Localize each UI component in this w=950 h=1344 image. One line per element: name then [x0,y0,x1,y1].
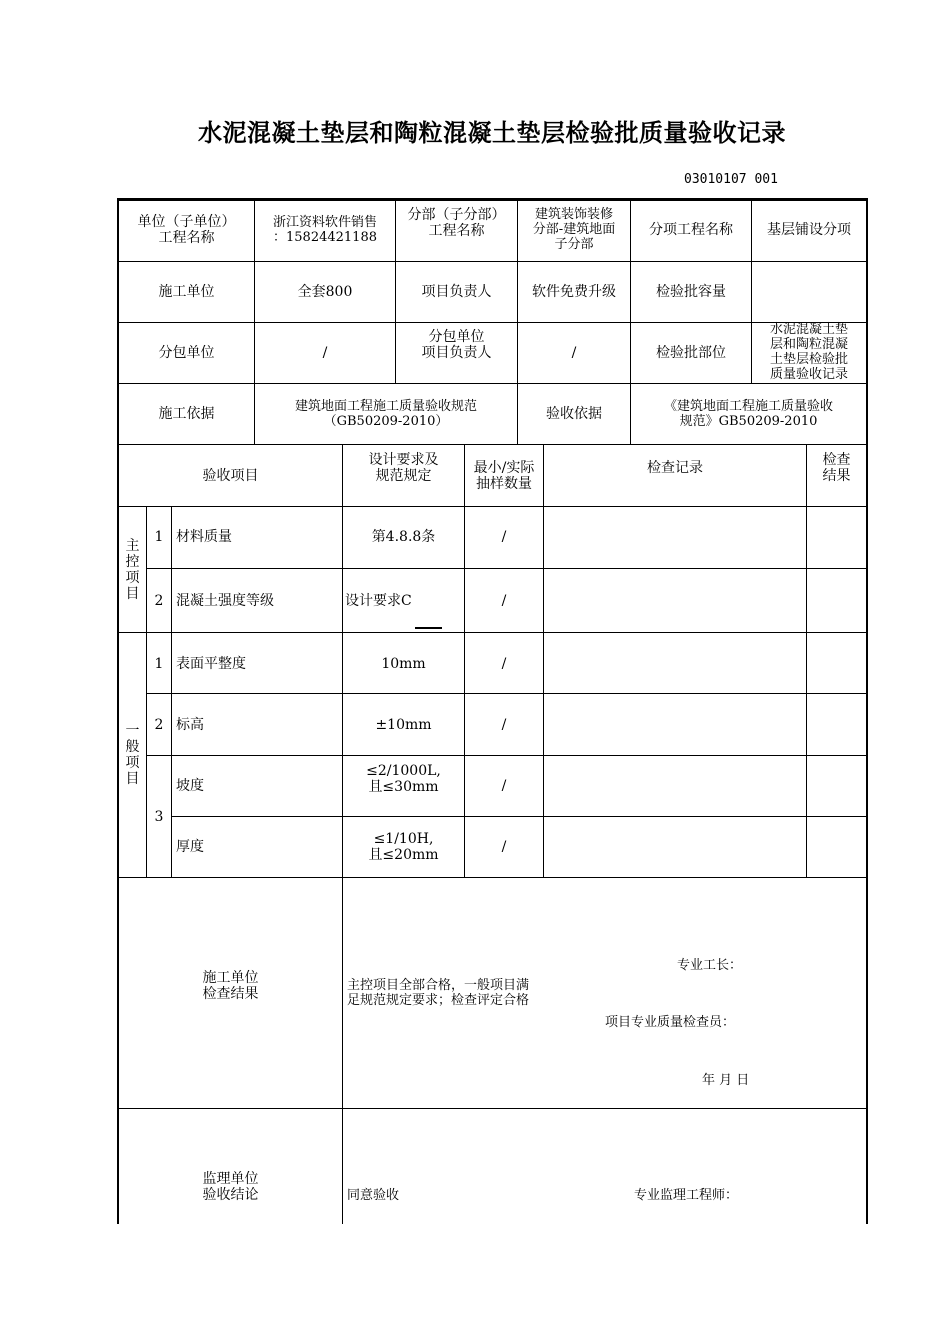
construction-basis-label: 施工依据 [158,406,215,422]
strength-blank-underline [415,627,442,629]
general-row-2-name: 标高 [176,717,204,733]
unit-name-value: 浙江资料软件销售 ：15824421188 [272,215,377,245]
main-row-2-no: 2 [154,593,164,609]
column-sample: 最小/实际 抽样数量 [473,460,535,492]
main-row-1-sample: / [501,529,507,545]
supervisor-conclusion: 同意验收 [347,1188,400,1203]
general-row-3-sample: / [501,778,507,794]
general-row-1-name: 表面平整度 [176,656,246,672]
supervising-engineer-signature: 专业监理工程师： [634,1188,739,1203]
foreman-signature: 专业工长： [677,958,743,973]
general-row-3-design: ≤2/1000L, 且≤30mm [366,763,441,795]
main-row-2-name: 混凝土强度等级 [176,593,274,609]
main-row-2-sample: / [501,593,507,609]
division-name-label: 分部（子分部） 工程名称 [407,207,506,239]
contractor-value: 全套800 [297,284,353,300]
main-row-1-no: 1 [154,529,164,545]
general-items-label: 一 般 项 目 [125,723,140,787]
contractor-check-label: 施工单位 检查结果 [202,970,259,1002]
general-row-1-design: 10mm [381,656,426,672]
subcontractor-label: 分包单位 [158,345,215,361]
batch-part-value: 水泥混凝土垫 层和陶粒混凝 土垫层检验批 质量验收记录 [769,322,848,382]
sub-manager-value: / [571,345,577,361]
column-result: 检查 结果 [822,452,851,484]
column-item: 验收项目 [202,468,259,484]
unit-name-label: 单位（子单位） 工程名称 [137,214,236,246]
general-row-4-design: ≤1/10H, 且≤20mm [368,831,439,863]
sub-manager-label: 分包单位 项目负责人 [421,329,492,361]
general-row-2-sample: / [501,717,507,733]
general-row-4-sample: / [501,839,507,855]
manager-label: 项目负责人 [421,284,492,300]
record-code: 03010107 001 [684,172,778,187]
main-row-2-design: 设计要求C [345,593,412,609]
quality-inspector-signature: 项目专业质量检查员： [605,1015,736,1030]
general-row-2-design: ±10mm [375,717,432,733]
subcontractor-value: / [322,345,328,361]
acceptance-basis-label: 验收依据 [546,406,602,422]
contractor-label: 施工单位 [158,284,215,300]
construction-basis-value: 建筑地面工程施工质量验收规范 （GB50209-2010） [294,399,477,429]
manager-value: 软件免费升级 [532,284,616,300]
column-record: 检查记录 [647,460,703,476]
contractor-check-text: 主控项目全部合格，一般项目满 足规范规定要求；检查评定合格 [347,978,530,1008]
contractor-date: 年 月 日 [702,1073,750,1088]
main-row-1-design: 第4.8.8条 [371,529,436,545]
subitem-name-value: 基层铺设分项 [767,222,851,238]
general-row-1-sample: / [501,656,507,672]
page-title: 水泥混凝土垫层和陶粒混凝土垫层检验批质量验收记录 [198,119,786,147]
general-row-3-no: 3 [154,809,164,825]
subitem-name-label: 分项工程名称 [649,222,733,238]
general-row-1-no: 1 [154,656,164,672]
capacity-label: 检验批容量 [656,284,726,300]
general-row-3-name: 坡度 [176,778,204,794]
general-row-2-no: 2 [154,717,164,733]
batch-part-label: 检验批部位 [656,345,726,361]
supervisor-label: 监理单位 验收结论 [202,1171,259,1203]
division-name-value: 建筑装饰装修 分部-建筑地面 子分部 [532,207,616,252]
general-row-4-name: 厚度 [176,839,204,855]
main-row-1-name: 材料质量 [176,529,232,545]
acceptance-basis-value: 《建筑地面工程施工质量验收 规范》GB50209-2010 [663,399,833,429]
main-control-label: 主 控 项 目 [125,538,140,602]
column-design: 设计要求及 规范规定 [368,452,439,484]
